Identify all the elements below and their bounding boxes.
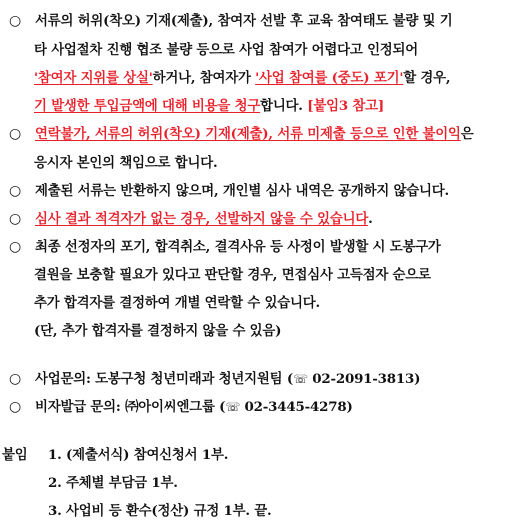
sec5-line2: 결원을 보충할 필요가 있다고 판단할 경우, 면접심사 고득점자 순으로 [34,267,431,283]
bullet-circle-icon: ○ [9,126,22,142]
bullet-circle-icon: ○ [9,399,22,415]
bullet-circle-icon: ○ [9,239,22,255]
bullet-circle-icon: ○ [9,183,22,199]
sec1-line4: 기 발생한 투입금액에 대해 비용을 청구합니다. [붙임3 참고] [34,98,385,114]
attachments-item-2: 2. 주체별 부담금 1부. [48,475,178,491]
attachments-item-3: 3. 사업비 등 환수(정산) 규정 1부. 끝. [48,503,272,519]
sec5-line4: (단, 추가 합격자를 결정하지 않을 수 있음) [34,323,282,339]
sec2-line2: 응시자 본인의 책임으로 합니다. [34,155,218,171]
bullet-circle-icon: ○ [9,371,22,387]
loss-of-status-text: '참여자 지위를 상실' [34,70,153,86]
sec5-line3: 추가 합격자를 결정하여 개별 연락할 수 있습니다. [34,295,320,311]
bullet-circle-icon: ○ [9,13,22,29]
cost-claim-text: 기 발생한 투입금액에 대해 비용을 청구 [34,98,261,114]
phone-icon: ☏ [225,400,241,414]
no-selection-text: 심사 결과 적격자가 없는 경우, 선발하지 않을 수 있습니다 [35,211,369,227]
attachments-label: 붙임 [2,447,28,463]
contact-business-inquiry: ○ 사업문의: 도봉구청 청년미래과 청년지원팀 (☏ 02-2091-3813) [9,371,421,387]
disadvantage-text: 연락불가, 서류의 허위(착오) 기재(제출), 서류 미제출 등으로 인한 불이익 [35,126,461,142]
sec1-line3: '참여자 지위를 상실'하거나, 참여자가 '사업 참여를 (중도) 포기'할 경우, [34,70,451,86]
sec2-line1: ○ 연락불가, 서류의 허위(착오) 기재(제출), 서류 미제출 등으로 인한 불이익은 [9,126,474,142]
bullet-circle-icon: ○ [9,211,22,227]
withdrawal-text: '사업 참여를 (중도) 포기' [255,70,404,86]
contact-visa-inquiry: ○ 비자발급 문의: ㈜아이씨엔그룹 (☏ 02-3445-4278) [9,399,353,415]
sec4-line1: ○ 심사 결과 적격자가 없는 경우, 선발하지 않을 수 있습니다. [9,211,373,227]
sec3-line1: ○ 제출된 서류는 반환하지 않으며, 개인별 심사 내역은 공개하지 않습니다. [9,183,449,199]
attachments-item-1: 붙임 1. (제출서식) 참여신청서 1부. [2,444,228,463]
sec5-line1: ○ 최종 선정자의 포기, 합격취소, 결격사유 등 사정이 발생할 시 도봉구가 [9,239,441,255]
sec1-line1: ○ 서류의 허위(착오) 기재(제출), 참여자 선발 후 교육 참여태도 불량 및 기 [9,13,453,29]
phone-icon: ☏ [292,372,308,386]
attachment3-reference: [붙임3 참고] [307,98,385,114]
sec1-line2: 타 사업절차 진행 협조 불량 등으로 사업 참여가 어렵다고 인정되어 [34,42,419,58]
